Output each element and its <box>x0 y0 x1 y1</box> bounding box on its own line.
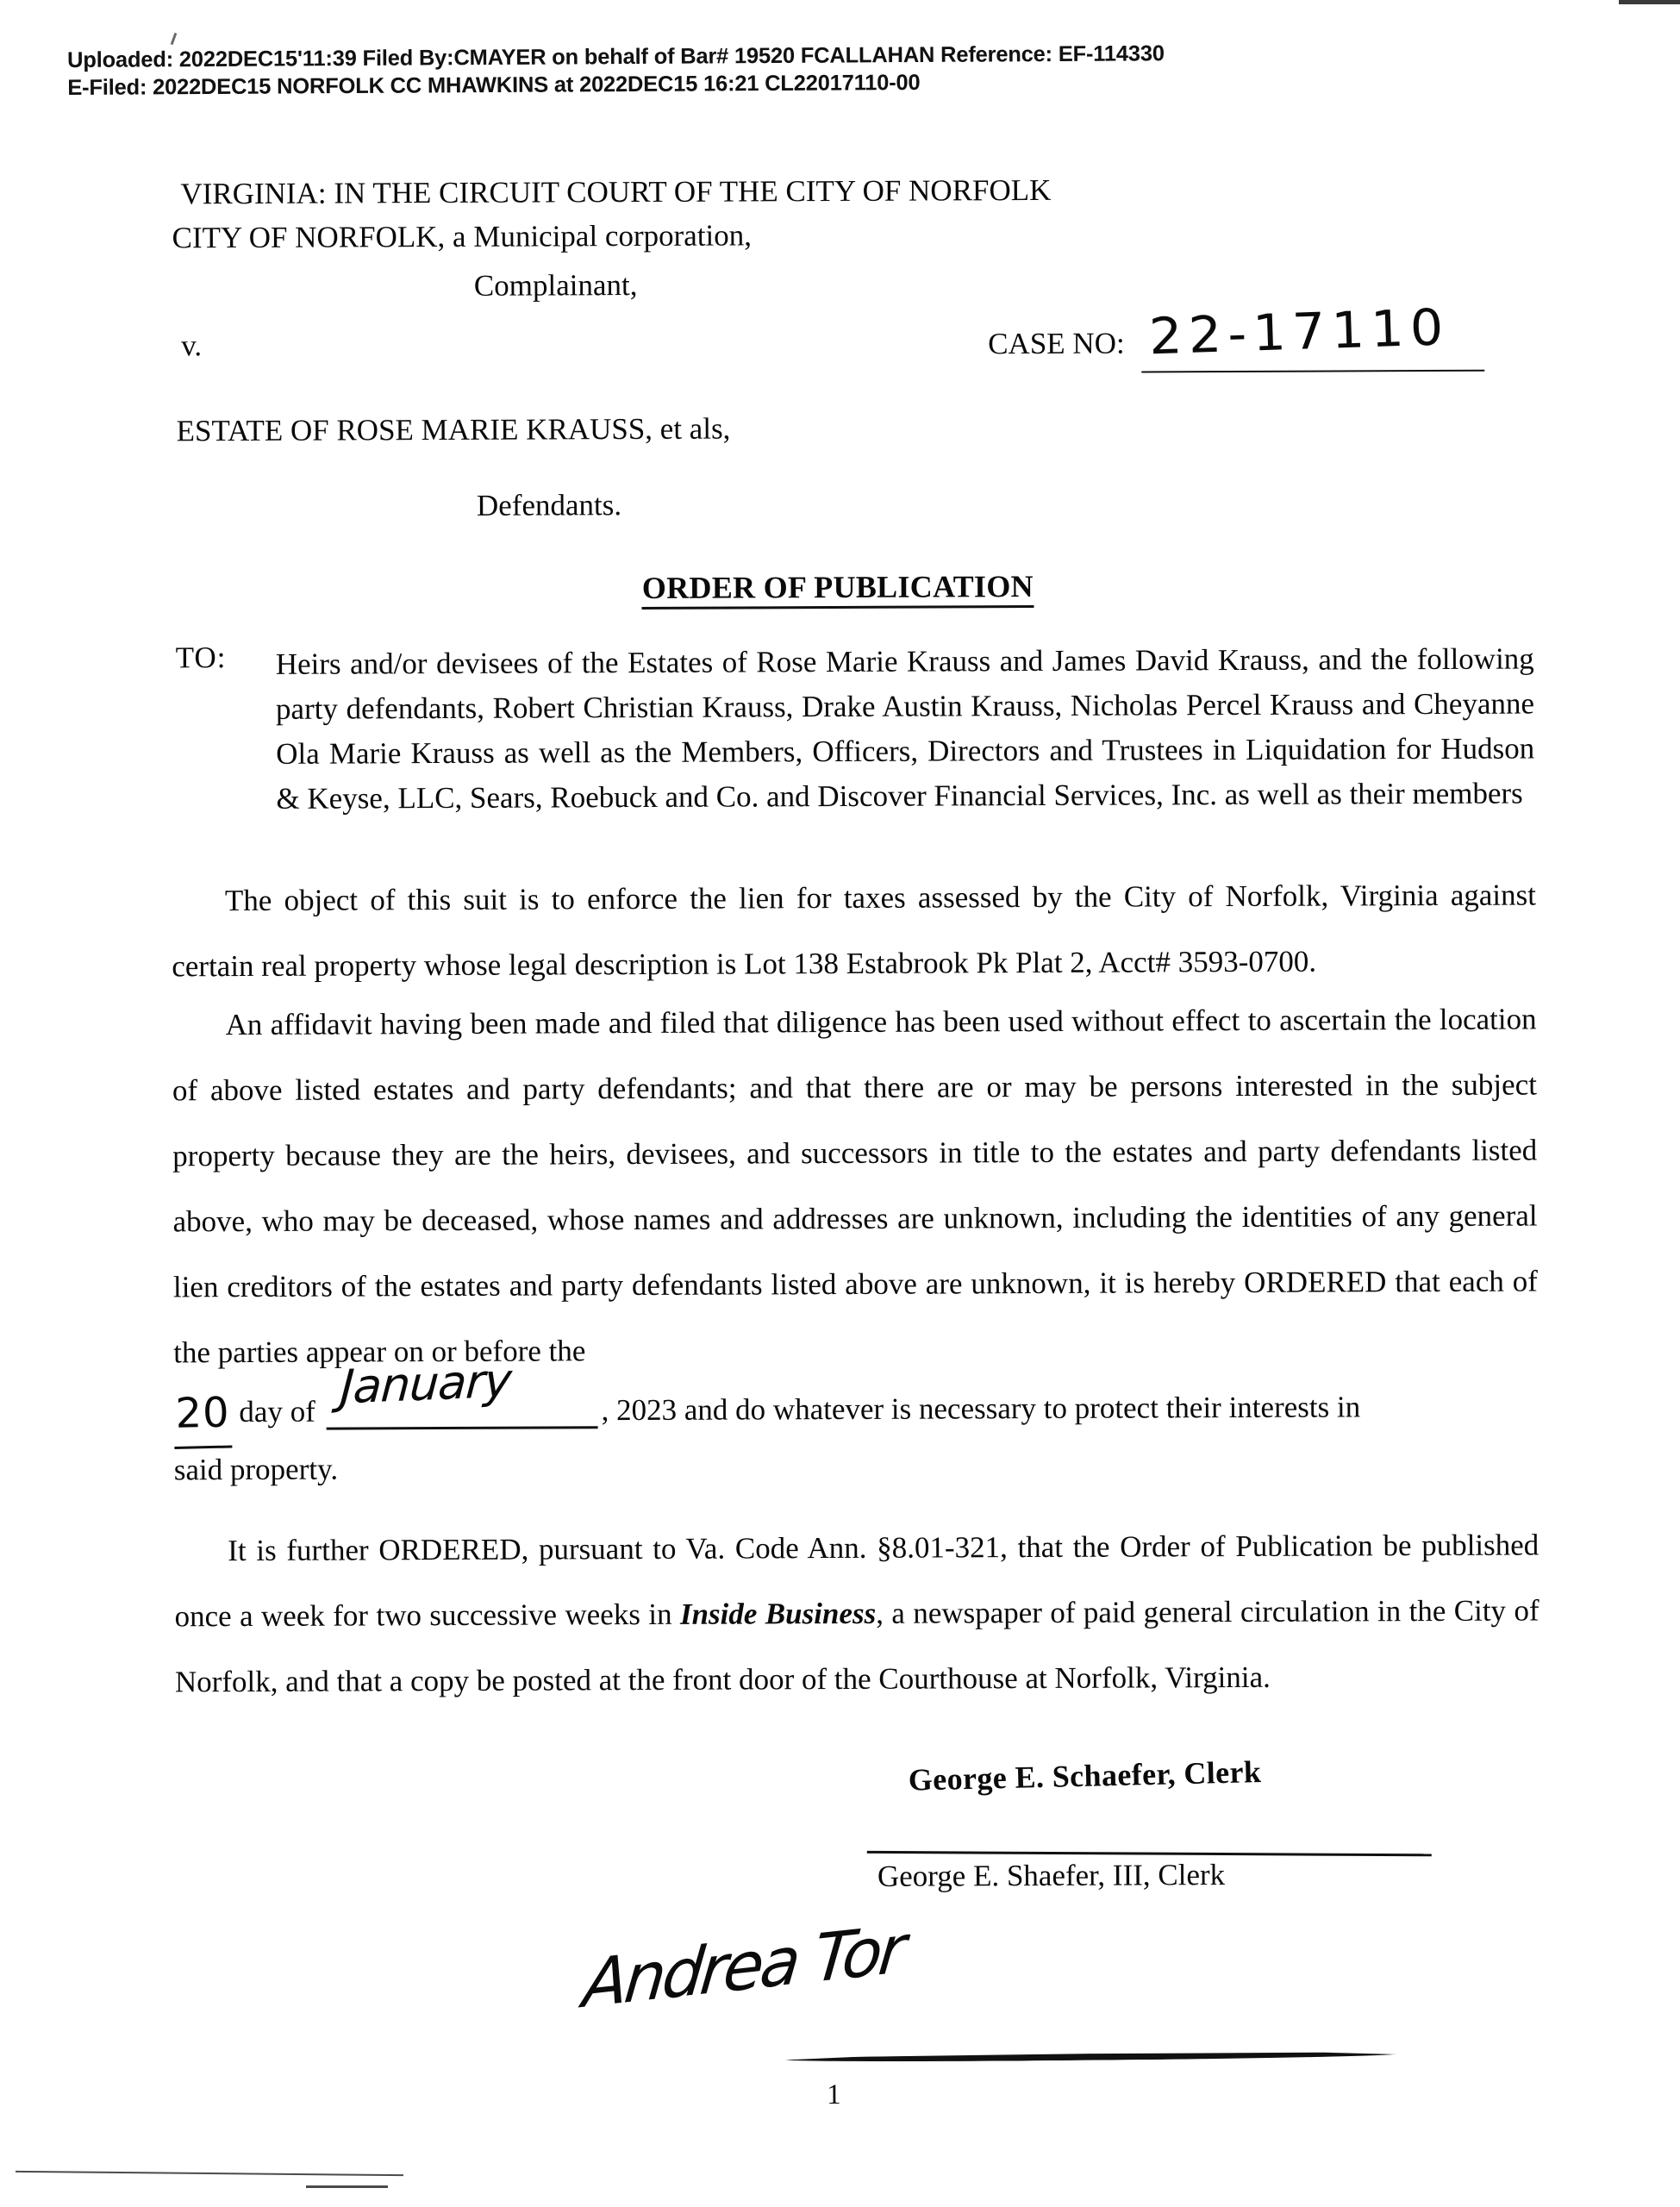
case-number-label: CASE NO: <box>988 326 1125 361</box>
plaintiff-role: Complainant, <box>473 268 638 303</box>
handwritten-signature: Andrea Tor <box>579 1910 907 2023</box>
date-month-slot <box>326 1353 597 1429</box>
efiling-stamp-line-2: E-Filed: 2022DEC15 NORFOLK CC MHAWKINS at 2022DEC15 16:21 CL22017110-00 <box>67 70 921 100</box>
page-number <box>4 2076 1680 2116</box>
handwritten-signature-rule <box>784 2050 1398 2063</box>
appearance-date-line <box>173 1353 1538 1445</box>
further-ordered-pre: It is further ORDERED, pursuant to Va. Code Ann. §8.01-321, that the Order of Publication be published once a week for two successive weeks in <box>174 1528 1539 1634</box>
page-number-text: 1 <box>827 2079 841 2111</box>
paragraph-affidavit: An affidavit having been made and filed that diligence has been used without effect to ascertain the location of above listed estates and party defendants; and that there are or may be persons interested in the subject property because they are the heirs, devisees, and successors in title to the estates and party defendants listed above, who may be deceased, whose names and addresses are unknown, including the identities of any general lien creditors of the estates and party defendants listed above are unknown, it is hereby ORDERED that each of the parties appear on or before the <box>172 1002 1538 1370</box>
page-title-text: ORDER OF PUBLICATION <box>642 569 1034 610</box>
versus-label: v. <box>181 328 203 363</box>
date-month-handwritten: January <box>339 1353 513 1415</box>
case-number-rule <box>1141 370 1484 373</box>
defendant-line: ESTATE OF ROSE MARIE KRAUSS, et als, <box>176 411 731 448</box>
defendant-role: Defendants. <box>476 488 622 522</box>
paragraph-further-ordered <box>174 1512 1539 1715</box>
plaintiff-line: CITY OF NORFOLK, a Municipal corporation, <box>172 218 753 255</box>
paragraph-object-of-suit: The object of this suit is to enforce the lien for taxes assessed by the City of Norfolk, Virginia against certain real property whose legal description is Lot 138 Estabrook Pk Plat 2, Acct# 3593-0700. <box>172 878 1537 984</box>
clerk-signature-rule <box>867 1851 1432 1856</box>
to-label: TO: <box>175 641 227 675</box>
date-day-handwritten: 20 <box>173 1380 233 1449</box>
case-caption <box>172 168 1052 309</box>
date-year-tail: , 2023 and do whatever is necessary to protect their interests in <box>601 1390 1361 1428</box>
to-recipients: Heirs and/or devisees of the Estates of Rose Marie Krauss and James David Krauss, and the following party defendants, Robert Christian Krauss, Drake Austin Krauss, Nicholas Percel Krauss and Cheyanne Ola Marie Krauss as well as the Members, Officers, Directors and Trustees in Liquidation for Hudson & Keyse, LLC, Sears, Roebuck and Co. and Discover Financial Services, Inc. as well as their members <box>275 641 1535 816</box>
date-line-continuation: said property. <box>173 1452 339 1487</box>
newspaper-name: Inside Business <box>679 1596 877 1631</box>
court-line: VIRGINIA: IN THE CIRCUIT COURT OF THE CITY OF NORFOLK <box>180 172 1052 211</box>
further-ordered-post: , a newspaper of paid general circulation in the City of Norfolk, and that a copy be posted at the front door of the Courthouse at Norfolk, Virginia. <box>174 1593 1539 1699</box>
clerk-signature-stamp: George E. Schaefer, Clerk <box>908 1754 1262 1797</box>
case-number-handwritten: 22-17110 <box>1147 297 1451 366</box>
efiling-stamp-line-1: Uploaded: 2022DEC15'11:39 Filed By:CMAYER on behalf of Bar# 19520 FCALLAHAN Reference: EF-114330 <box>67 41 1165 72</box>
page-title <box>0 566 1677 610</box>
scan-bottom-artifact-2 <box>306 2185 388 2188</box>
clerk-typed-name: George E. Shaefer, III, Clerk <box>877 1858 1226 1893</box>
date-day-of-label: day of <box>239 1394 315 1429</box>
